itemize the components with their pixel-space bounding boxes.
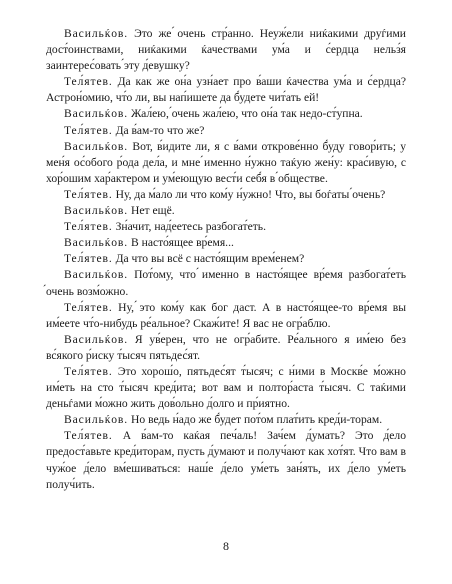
line-text: Я ув́ерен, что не огр́абите. Ре́ального я им́ею без вс́якого р́иску т́ысяч пятьдес́ят. (46, 332, 406, 362)
speaker-name: Тел́ятев. (64, 75, 113, 89)
dialogue-line (46, 428, 406, 492)
dialogue-line (46, 203, 406, 219)
line-text: Ну, ́это ком́у как бог даст. А в насто́ящее-то вр́емя вы им́еете чт́о-нибудь ре́альное? Скаж́ите! Я вас не огр́аблю. (46, 300, 407, 330)
line-text: А в́ам-то каќая печ́аль! Зач́ем д́умать? Это д́ело предост́авьте кред́иторам, пусть д́умают и получ́ают как хот́ят. Что вам в чуж́ое д́ело вм́ешиваться: наш́е д́ело ум́еть зан́ять, их д́ело ум́еть получ́ить. (46, 429, 406, 491)
dialogue-line (46, 187, 406, 203)
dialogue-line (46, 251, 406, 267)
dialogue-line (46, 123, 406, 139)
speaker-name: Васильќов. (64, 268, 129, 282)
line-text: Зн́ачит, над́еетесь разбогат́еть. (115, 220, 266, 234)
speaker-name: Васильќов. (64, 236, 129, 250)
line-text: Да в́ам-то что же? (115, 123, 205, 137)
speaker-name: Тел́ятев. (64, 364, 113, 378)
line-text: Это хорош́о, пятьдес́ят т́ысяч; с н́ими в Москв́е м́ожно им́еть на сто т́ысяч кред́ита; вот вам и полтор́аста т́ысяч. С таќими деньѓами м́ожно жить дов́ольно д́олго и пр́иятно. (46, 364, 406, 411)
dialogue-line (46, 219, 406, 235)
dialogue-line (46, 139, 406, 187)
dialogue-line (46, 235, 406, 251)
speaker-name: Тел́ятев. (64, 123, 113, 137)
speaker-name: Васильќов. (64, 107, 129, 121)
line-text: Это же ́очень стр́анно. Неуж́ели ниќакими друѓими дост́оинствами, ниќакими ќачествами ум́а и с́ердца нельз́я заинтерес́овать ́эту д́евушку? (46, 27, 406, 73)
dialogue-line (46, 364, 406, 412)
line-text: Да как же он́а узн́ает про в́аши ќачества ум́а и с́ердца? Астрон́омию, чт́о ли, вы нап́ишете да б́удете чит́ать ей! (46, 75, 406, 105)
line-text: Ну, да м́ало ли что ком́у н́ужно! Что, вы боѓаты ́очень? (115, 187, 386, 201)
dialogue-line (46, 412, 406, 428)
dialogue-line (46, 267, 406, 299)
speaker-name: Тел́ятев. (64, 252, 113, 266)
speaker-name: Тел́ятев. (64, 187, 113, 201)
line-text: Нет ещё. (131, 204, 175, 218)
speaker-name: Тел́ятев. (64, 429, 113, 443)
speaker-name: Васильќов. (64, 27, 129, 40)
dialogue-line (46, 332, 406, 364)
line-text: Но ведь н́адо же б́удет пот́ом плат́ить кред́и-торам. (131, 413, 383, 427)
line-text: Да что вы всё с насто́ящим врем́енем? (115, 252, 305, 266)
speaker-name: Васильќов. (64, 139, 129, 153)
dialogue-line (46, 300, 406, 332)
line-text: В насто́ящее вр́емя... (131, 236, 234, 250)
dialogue-line (46, 74, 406, 106)
dialogue-line (46, 106, 406, 122)
speaker-name: Васильќов. (64, 332, 129, 346)
line-text: Пот́ому, что ́именно в насто́ящее вр́емя разбогат́еть ́очень возм́ожно. (46, 268, 407, 298)
dialogue-line (46, 26, 406, 74)
page-number: 8 (223, 539, 229, 553)
speaker-name: Тел́ятев. (64, 300, 113, 314)
line-text: Вот, в́идите ли, я с в́ами открове́нно б́уду говор́ить; у мен́я ос́обого р́ода дел́а, и мне ́именно н́ужно таќую жен́у: крас́ивую, с хор́ошим хар́актером и ум́еющую вест́и себ́я в ́обществе. (46, 139, 406, 185)
speaker-name: Васильќов. (64, 413, 129, 427)
line-text: Жал́ею, ́очень жал́ею, что он́а так недо-ст́упна. (131, 107, 363, 121)
play-text (46, 26, 406, 493)
speaker-name: Васильќов. (64, 204, 129, 218)
speaker-name: Тел́ятев. (64, 220, 113, 234)
